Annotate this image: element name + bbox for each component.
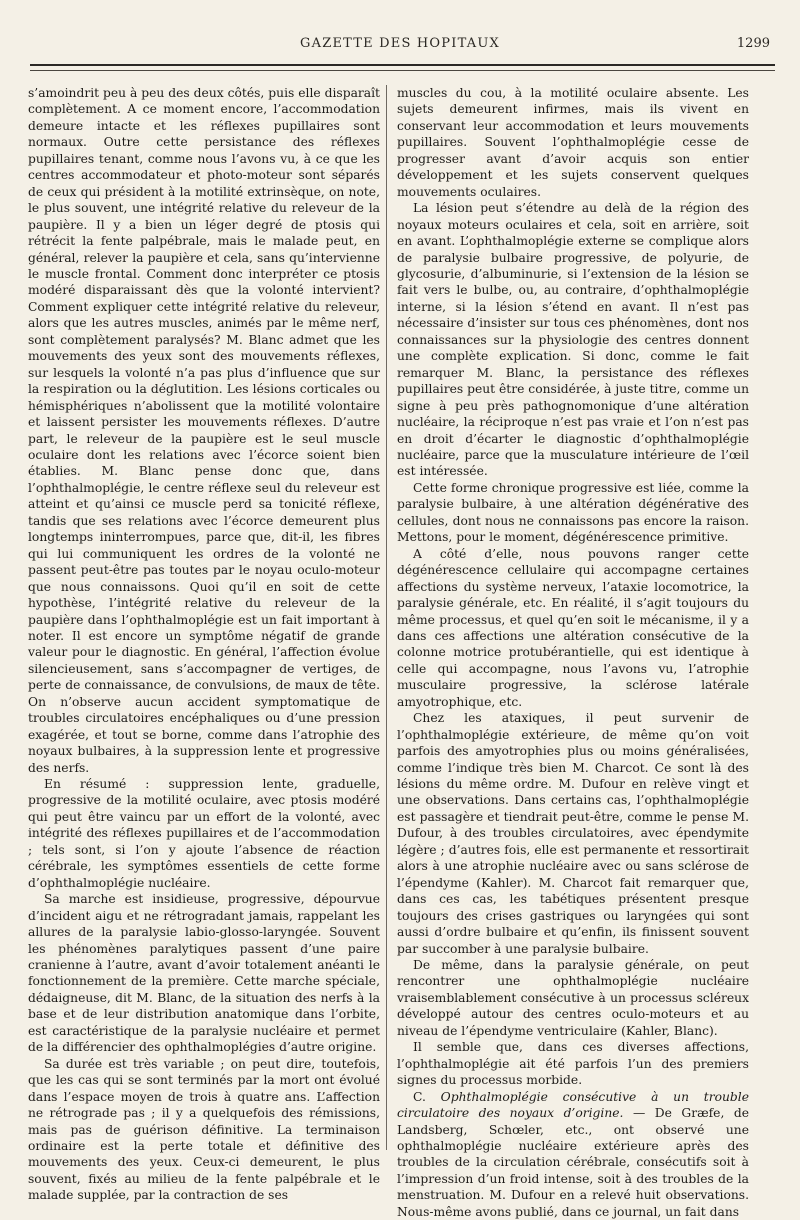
page-number: 1299 bbox=[736, 36, 770, 51]
paragraph: Sa durée est très variable ; on peut dire, toutefois, que les cas qui se sont terminés par la mort ont évolué dans l’espace moyen de trois à quatre ans. L’affection ne rétrograde pas ; il y a quelquefois des rémissions, mais pas de guérison définitive. La terminaison ordinaire est la perte totale et définitive des mouvements des yeux. Ceux-ci demeurent, le plus souvent, fixés au milieu de la fente palpébrale et le malade supplée, par la contraction de ses bbox=[28, 1056, 380, 1203]
paragraph: De même, dans la paralysie générale, on peut rencontrer une ophthalmoplégie nucléaire vraisemblablement consécutive à un processus scléreux développé autour des centres oculo-moteurs et au niveau de l’épendyme ventriculaire (Kahler, Blanc). bbox=[397, 958, 749, 1038]
paragraph: Il semble que, dans ces diverses affections, l’ophthalmoplégie ait été parfois l’un des premiers signes du processus morbide. bbox=[397, 1040, 749, 1088]
left-column bbox=[28, 85, 380, 1203]
paragraph: Sa marche est insidieuse, progressive, dépourvue d’incident aigu et ne rétrogradant jamais, rappelant les allures de la paralysie labio-glosso-laryngée. Souvent les phénomènes paralytiques passent d’une paire cranienne à l’autre, avant d’avoir totalement anéanti le fonctionnement de la première. Cette marche spéciale, dédaigneuse, dit M. Blanc, de la situation des nerfs à la base et de leur distribution anatomique dans l’orbite, est caractéristique de la paralysie nucléaire et permet de la différencier des ophthalmoplégies d’autre origine. bbox=[28, 892, 380, 1055]
page-header bbox=[0, 0, 800, 80]
header-rule-thin bbox=[30, 70, 775, 71]
paragraph: Cette forme chronique progressive est liée, comme la paralysie bulbaire, à une altération dégénérative des cellules, dont nous ne connaissons pas encore la raison. Mettons, pour le moment, dégénérescence primitive. bbox=[397, 480, 749, 545]
running-title: GAZETTE DES HOPITAUX bbox=[300, 36, 500, 51]
right-column bbox=[397, 85, 749, 1219]
paragraph: muscles du cou, à la motilité oculaire absente. Les sujets demeurent infirmes, mais ils vivent en conservant leur accommodation et leurs mouvements pupillaires. Souvent l’ophthalmoplégie cesse de progresser avant d’avoir acquis son entier développement et les sujets conservent quelques mouvements oculaires. bbox=[397, 86, 749, 199]
paragraph: A côté d’elle, nous pouvons ranger cette dégénérescence cellulaire qui accompagne certaines affections du système nerveux, l’ataxie locomotrice, la paralysie générale, etc. En réalité, il s’agit toujours du même processus, et quel qu’en soit le mécanisme, il y a dans ces affections une altération consécutive de la colonne motrice protubérantielle, qui est identique à celle qui accompagne, nous l’avons vu, l’atrophie musculaire progressive, la sclérose latérale amyotrophique, etc. bbox=[397, 546, 749, 709]
paragraph: La lésion peut s’étendre au delà de la région des noyaux moteurs oculaires et cela, soit en arrière, soit en avant. L’ophthalmoplégie externe se complique alors de paralysie bulbaire progressive, de polyurie, de glycosurie, d’albuminurie, si l’extension de la lésion se fait vers le bulbe, ou, au contraire, d’ophthalmoplégie interne, si la lésion s’étend en avant. Il n’est pas nécessaire d’insister sur tous ces phénomènes, dont nos connaissances sur la physiologie des centres donnent une complète explication. Si donc, comme le fait remarquer M. Blanc, la persistance des réflexes pupillaires peut être considérée, à juste titre, comme un signe à peu près pathognomonique d’une altération nucléaire, la réciproque n’est pas vraie et l’on n’est pas en droit d’écarter le diagnostic d’ophthalmoplégie nucléaire, parce que la musculature intérieure de l’œil est intéressée. bbox=[397, 201, 749, 479]
section-heading: Ophthalmoplégie consécutive à un trouble circulatoire des noyaux d’origine. bbox=[397, 1089, 749, 1121]
column-divider bbox=[386, 85, 387, 1150]
section-text: — De Græfe, de Landsberg, Schœler, etc., ont observé une ophthalmoplégie nucléaire extérieure après des troubles de la circulation cérébrale, consécutifs soit à l’impression d’un froid intense, soit à des troubles de la menstruation. M. Dufour en a relevé huit observations. Nous-même avons publié, dans ce journal, un fait dans bbox=[397, 1106, 749, 1219]
header-rule-thick bbox=[30, 64, 775, 66]
section-c-paragraph bbox=[397, 1089, 749, 1220]
paragraph: Chez les ataxiques, il peut survenir de l’ophthalmoplégie extérieure, de même qu’on voit parfois des amyotrophies plus ou moins généralisées, comme l’indique très bien M. Charcot. Ce sont là des lésions du même ordre. M. Dufour en relève vingt et une observations. Dans certains cas, l’ophthalmoplégie est passagère et tiendrait peut-être, comme le pense M. Dufour, à des troubles circulatoires, avec épendymite légère ; d’autres fois, elle est permanente et ressortirait alors à une atrophie nucléaire avec ou sans sclérose de l’épendyme (Kahler). M. Charcot fait remarquer que, dans ces cas, les tabétiques présentent presque toujours des crises gastriques ou laryngées qui sont aussi d’ordre bulbaire et qu’enfin, ils finissent souvent par succomber à une paralysie bulbaire. bbox=[397, 711, 749, 956]
paragraph: En résumé : suppression lente, graduelle, progressive de la motilité oculaire, avec ptosis modéré qui peut être vaincu par un effort de la volonté, avec intégrité des réflexes pupillaires et de l’accommodation ; tels sont, si l’on y ajoute l’absence de réaction cérébrale, les symptômes essentiels de cette forme d’ophthalmoplégie nucléaire. bbox=[28, 777, 380, 890]
paragraph: s’amoindrit peu à peu des deux côtés, puis elle disparaît complètement. A ce moment encore, l’accommodation demeure intacte et les réflexes pupillaires sont normaux. Outre cette persistance des réflexes pupillaires tenant, comme nous l’avons vu, à ce que les centres accommodateur et photo-moteur sont séparés de ceux qui président à la motilité extrinsèque, on note, le plus souvent, une intégrité relative du releveur de la paupière. Il y a bien un léger degré de ptosis qui rétrécit la fente palpébrale, mais le malade peut, en général, relever la paupière et cela, sans qu’intervienne le muscle frontal. Comment donc interpréter ce ptosis modéré disparaissant dès que la volonté intervient? Comment expliquer cette intégrité relative du releveur, alors que les autres muscles, animés par le même nerf, sont complètement paralysés? M. Blanc admet que les mouvements des yeux sont des mouvements réflexes, sur lesquels la volonté n’a pas plus d’influence que sur la respiration ou la déglutition. Les lésions corticales ou hémisphériques n’abolissent que la motilité volontaire et laissent persister les mouvements réflexes. D’autre part, le releveur de la paupière est le seul muscle oculaire dont les relations avec l’écorce soient bien établies. M. Blanc pense donc que, dans l’ophthalmoplégie, le centre réflexe seul du releveur est atteint et qu’ainsi ce muscle perd sa tonicité réflexe, tandis que ses relations avec l’écorce demeurent plus longtemps ininterrompues, parce que, dit-il, les fibres qui lui communiquent les ordres de la volonté ne passent peut-être pas toutes par le noyau oculo-moteur que nous connaissons. Quoi qu’il en soit de cette hypothèse, l’intégrité relative du releveur de la paupière dans l’ophthalmoplégie est un fait important à noter. Il est encore un symptôme négatif de grande valeur pour le diagnostic. En général, l’affection évolue silencieusement, sans s’accompagner de vertiges, de perte de connaissance, de convulsions, de maux de tête. On n’observe aucun accident symptomatique de troubles circulatoires encéphaliques ou d’une pression exagérée, et tout se borne, comme dans l’atrophie des noyaux bulbaires, à la suppression lente et progressive des nerfs. bbox=[28, 86, 380, 775]
section-label: C. bbox=[413, 1089, 426, 1104]
